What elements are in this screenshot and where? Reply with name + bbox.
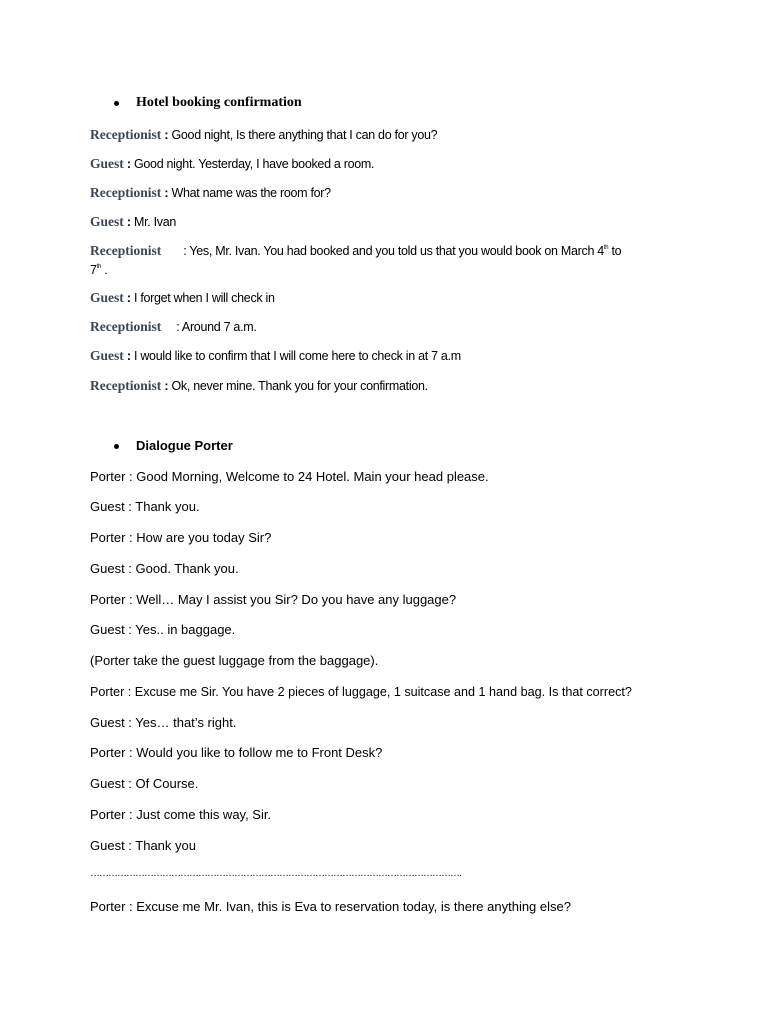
speaker-label: Guest: [90, 348, 124, 363]
dialogue-line: Guest : Mr. Ivan: [90, 214, 177, 229]
dialogue-text: Yes, Mr. Ivan. You had booked and you told us that you would book on March 4: [189, 244, 604, 258]
bullet-icon: [114, 101, 119, 106]
dialogue-text: Mr. Ivan: [133, 215, 177, 229]
bullet-icon: [114, 444, 119, 449]
dialogue-line: Receptionist : What name was the room for?: [90, 185, 331, 200]
dialogue-line: Guest : I would like to confirm that I will come here to check in at 7 a.m: [90, 348, 461, 363]
dialogue-line: Receptionist : Good night, Is there anything that I can do for you?: [90, 127, 438, 142]
dialogue-line: Guest : Good. Thank you.: [90, 561, 239, 576]
section-heading-dialogue-porter: Dialogue Porter: [136, 438, 233, 453]
dialogue-line: Receptionist : Yes, Mr. Ivan. You had booked and you told us that you would book on March 4th to: [90, 243, 622, 258]
dialogue-line: Porter : Good Morning, Welcome to 24 Hotel. Main your head please.: [90, 469, 489, 484]
dialogue-line: Guest : Thank you: [90, 838, 196, 853]
dialogue-line: Guest : Yes… that’s right.: [90, 715, 237, 730]
section-heading-hotel-booking: Hotel booking confirmation: [136, 95, 302, 110]
speaker-label: Guest: [90, 156, 124, 171]
dialogue-line-continued: 7th .: [90, 263, 108, 277]
dialogue-line: Porter : Excuse me Sir. You have 2 pieces of luggage, 1 suitcase and 1 hand bag. Is that correct?: [90, 685, 632, 699]
dialogue-line: Porter : Just come this way, Sir.: [90, 807, 272, 822]
dialogue-text: I would like to confirm that I will come here to check in at 7 a.m: [133, 349, 461, 363]
dialogue-text: Good night, Is there anything that I can do for you?: [171, 128, 438, 142]
dialogue-line: Guest : Thank you.: [90, 499, 200, 514]
dialogue-line: Porter : How are you today Sir?: [90, 530, 272, 545]
dialogue-line: Porter : Excuse me Mr. Ivan, this is Eva to reservation today, is there anything else?: [90, 899, 571, 914]
dialogue-text: Good night. Yesterday, I have booked a room.: [133, 157, 375, 171]
dialogue-text: I forget when I will check in: [133, 291, 275, 305]
dotted-separator: …………………………………………………………………………………………………………….: [90, 868, 461, 879]
speaker-label: Receptionist: [90, 185, 162, 200]
speaker-label: Guest: [90, 214, 124, 229]
dialogue-line: Guest : Yes.. in baggage.: [90, 622, 236, 637]
speaker-label: Receptionist: [90, 378, 162, 393]
speaker-label: Receptionist: [90, 243, 162, 258]
stage-direction: (Porter take the guest luggage from the baggage).: [90, 653, 379, 668]
dialogue-text: Around 7 a.m.: [181, 320, 257, 334]
dialogue-line: Guest : I forget when I will check in: [90, 290, 275, 305]
dialogue-line: Receptionist : Ok, never mine. Thank you for your confirmation.: [90, 378, 428, 393]
speaker-label: Receptionist: [90, 127, 162, 142]
dialogue-line: Porter : Well… May I assist you Sir? Do you have any luggage?: [90, 592, 457, 607]
dialogue-line: Porter : Would you like to follow me to Front Desk?: [90, 745, 383, 760]
dialogue-line: Receptionist : Around 7 a.m.: [90, 319, 257, 334]
dialogue-text: What name was the room for?: [171, 186, 331, 200]
speaker-label: Receptionist: [90, 319, 162, 334]
dialogue-line: Guest : Of Course.: [90, 776, 199, 791]
speaker-label: Guest: [90, 290, 124, 305]
dialogue-line: Guest : Good night. Yesterday, I have booked a room.: [90, 156, 375, 171]
dialogue-text: Ok, never mine. Thank you for your confirmation.: [171, 379, 428, 393]
